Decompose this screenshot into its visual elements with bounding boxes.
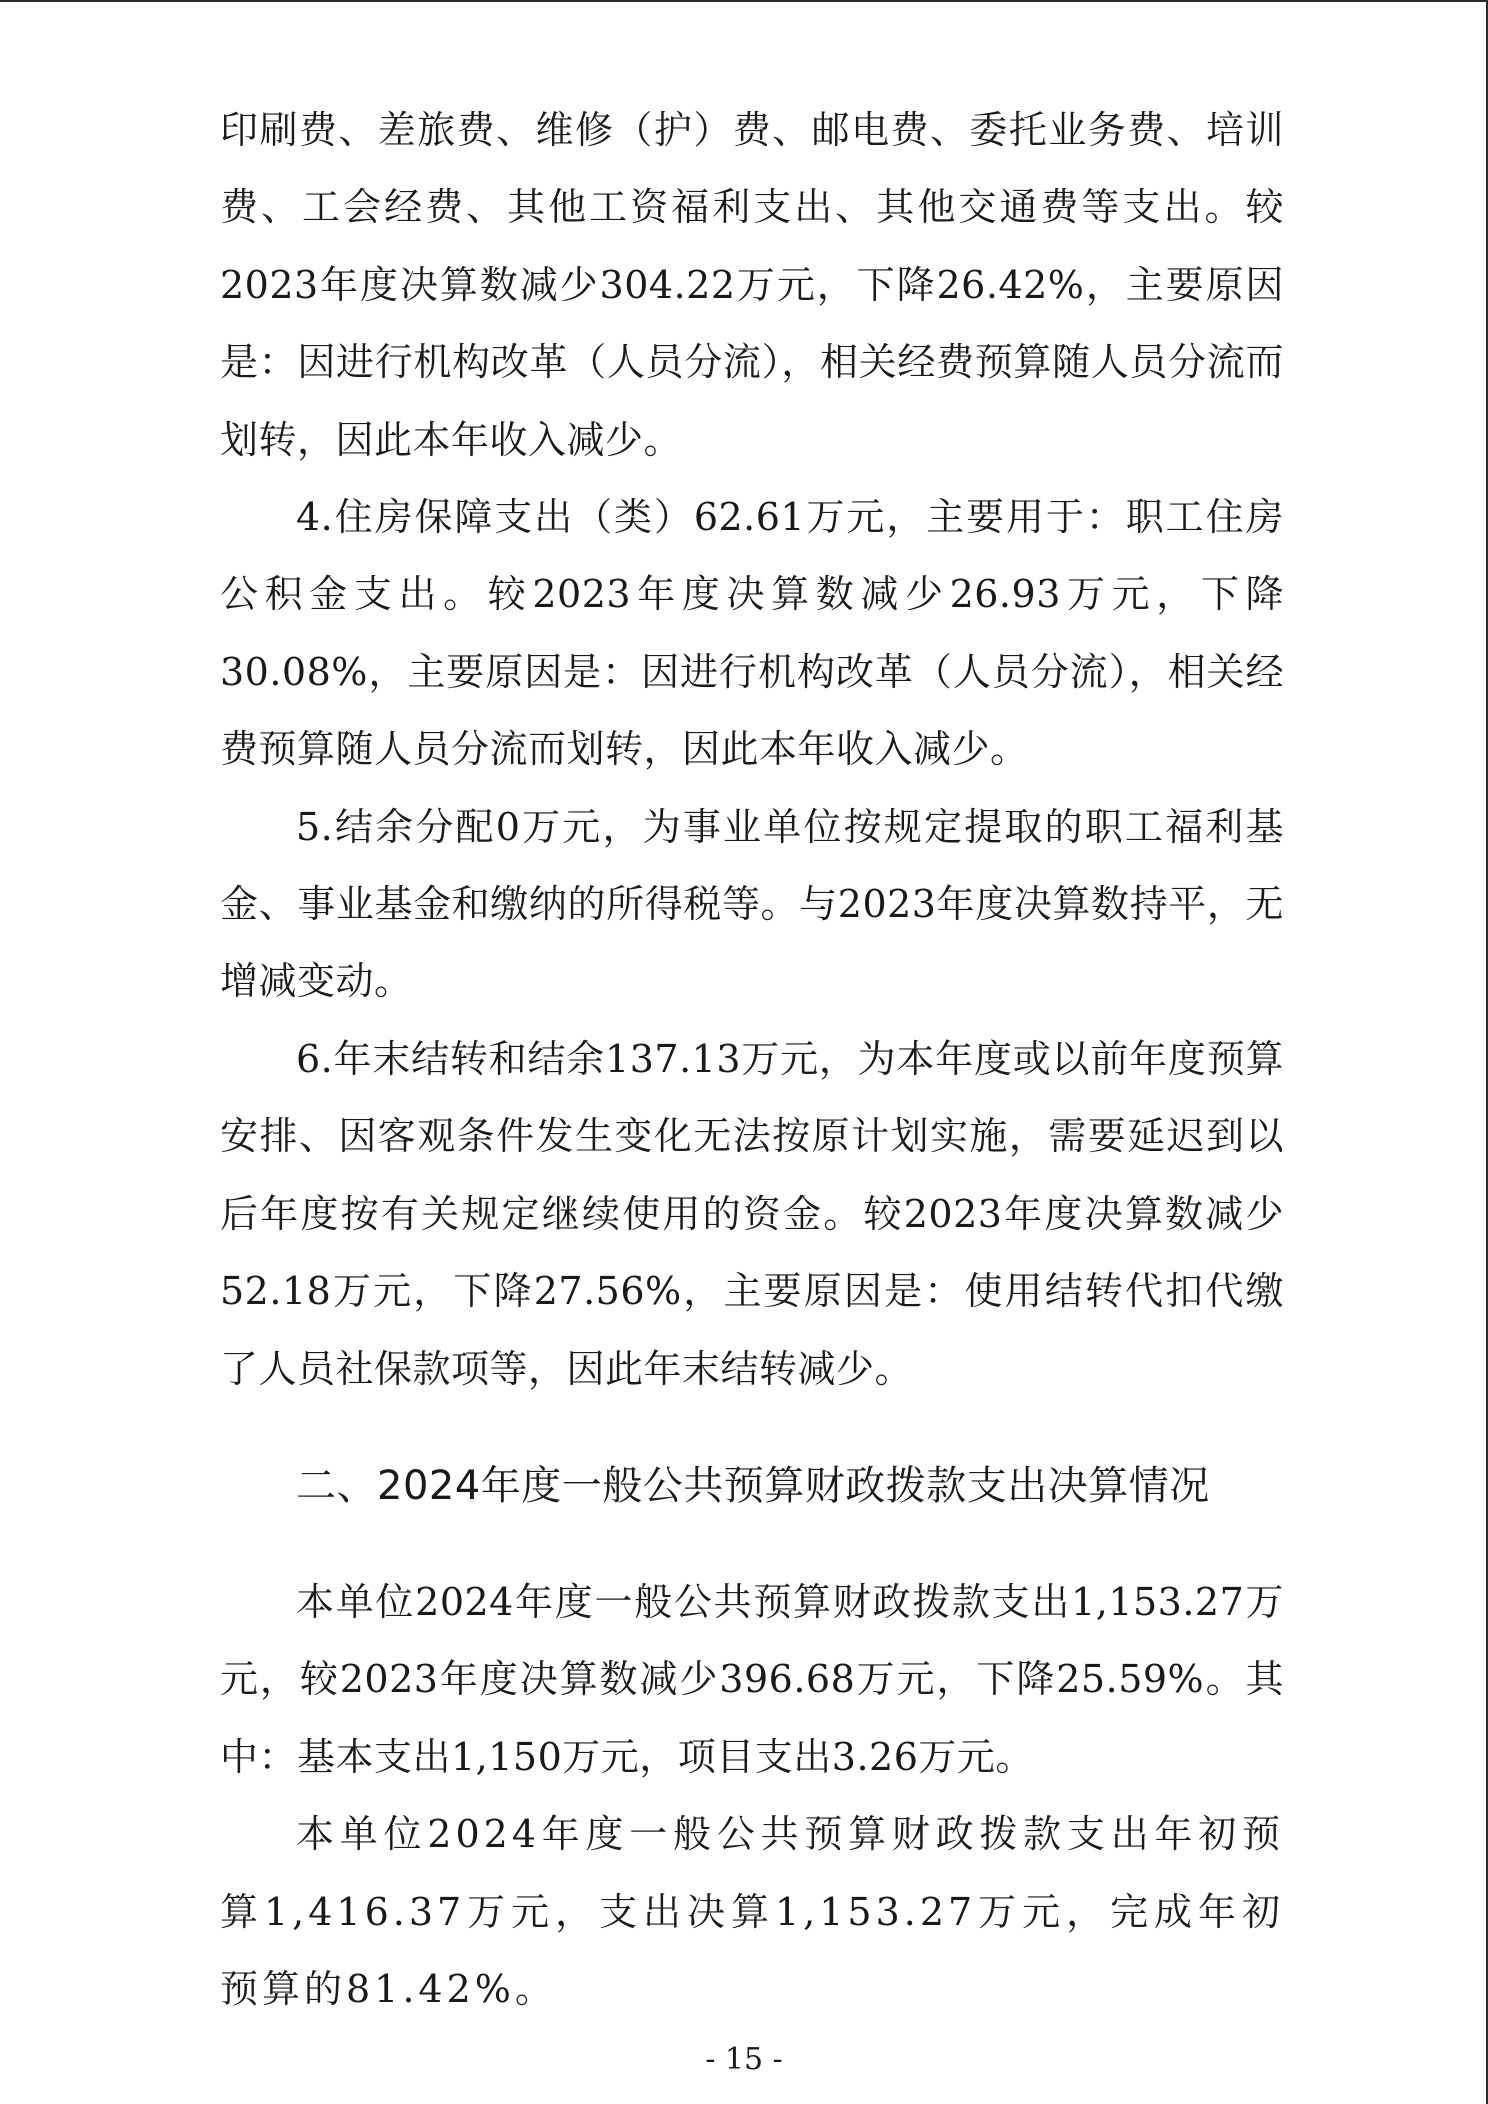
paragraph-housing-expense: 4.住房保障支出（类）62.61万元，主要用于：职工住房公积金支出。较2023年度决算数减少26.93万元，下降30.08%，主要原因是：因进行机构改革（人员分流），相关经费预算随人员分流而划转，因此本年收入减少。	[220, 495, 1284, 772]
paragraph-budget-completion: 本单位2024年度一般公共预算财政拨款支出年初预算1,416.37万元，支出决算1,153.27万元，完成年初预算的81.42%。	[220, 1812, 1284, 2011]
paragraph-appropriation-expense: 本单位2024年度一般公共预算财政拨款支出1,153.27万元，较2023年度决算数减少396.68万元，下降25.59%。其中：基本支出1,150万元，项目支出3.26万元。	[220, 1579, 1284, 1779]
page-number: - 15 -	[705, 2042, 783, 2077]
document-body	[220, 92, 1284, 2028]
paragraph-surplus-distribution: 5.结余分配0万元，为事业单位按规定提取的职工福利基金、事业基金和缴纳的所得税等。与2023年度决算数持平，无增减变动。	[220, 804, 1284, 1004]
paragraph-expense-details: 印刷费、差旅费、维修（护）费、邮电费、委托业务费、培训费、工会经费、其他工资福利支出、其他交通费等支出。较2023年度决算数减少304.22万元，下降26.42%，主要原因是：因进行机构改革（人员分流），相关经费预算随人员分流而划转，因此本年收入减少。	[220, 108, 1284, 462]
paragraph-year-end-balance: 6.年末结转和结余137.13万元，为本年度或以前年度预算安排、因客观条件发生变化无法按原计划实施，需要延迟到以后年度按有关规定继续使用的资金。较2023年度决算数减少52.18万元，下降27.56%，主要原因是：使用结转代扣代缴了人员社保款项等，因此年末结转减少。	[220, 1036, 1284, 1391]
section-heading: 二、2024年度一般公共预算财政拨款支出决算情况	[296, 1462, 1210, 1509]
